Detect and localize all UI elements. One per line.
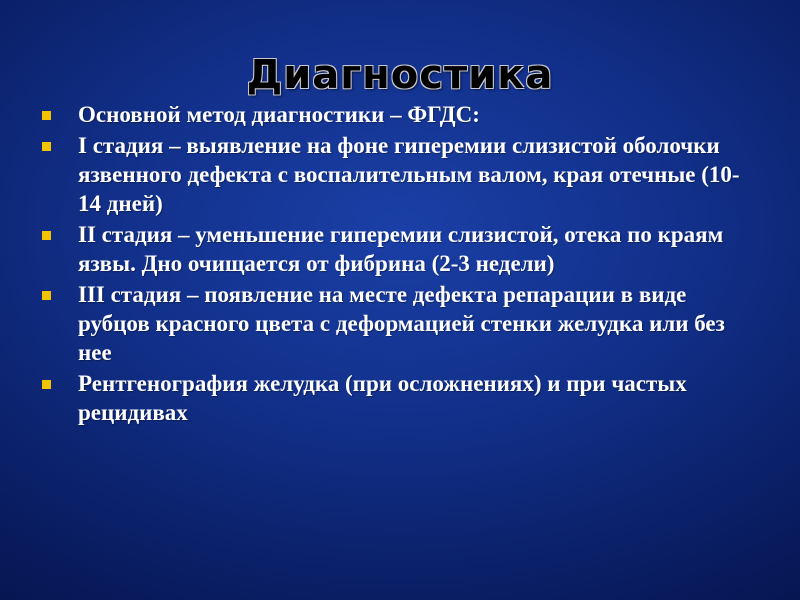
square-bullet-icon <box>42 142 51 151</box>
bullet-item <box>38 369 748 427</box>
bullet-item <box>38 100 748 129</box>
square-bullet-icon <box>42 380 51 389</box>
bullet-text: I стадия – выявление на фоне гиперемии слизистой оболочки язвенного дефекта с воспалительным валом, края отечные (10-14 дней) <box>78 133 740 216</box>
slide-title: Диагностика <box>246 52 554 98</box>
square-bullet-icon <box>42 291 51 300</box>
bullet-text: II стадия – уменьшение гиперемии слизистой, отека по краям язвы. Дно очищается от фибрина (2-3 недели) <box>78 222 724 276</box>
square-bullet-icon <box>42 231 51 240</box>
bullet-item <box>38 131 748 218</box>
bullet-text: Основной метод диагностики – ФГДС: <box>78 102 480 127</box>
bullet-text: III стадия – появление на месте дефекта репарации в виде рубцов красного цвета с деформацией стенки желудка или без нее <box>78 282 725 365</box>
bullet-text: Рентгенография желудка (при осложнениях) и при частых рецидивах <box>78 371 687 425</box>
square-bullet-icon <box>42 111 51 120</box>
bullet-list <box>38 100 748 429</box>
bullet-item <box>38 280 748 367</box>
bullet-item <box>38 220 748 278</box>
